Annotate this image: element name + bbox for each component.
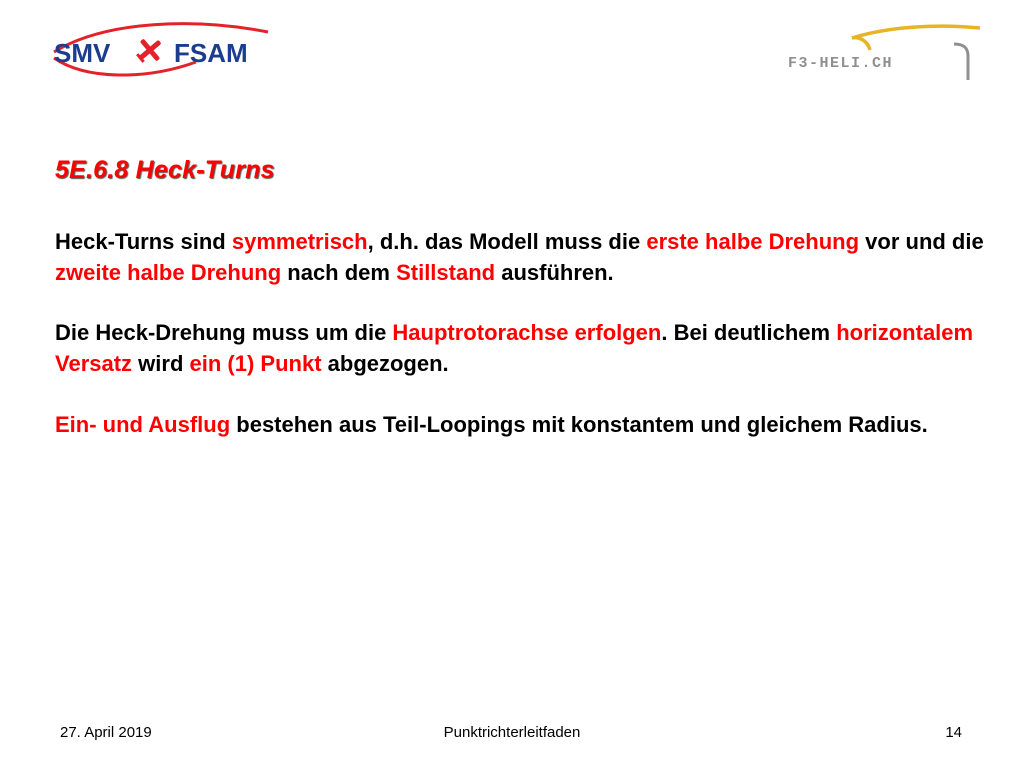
text: bestehen aus Teil-Loopings mit konstantem und gleichem Radius.	[230, 412, 928, 437]
f3-heli-logo	[780, 22, 985, 84]
logo-gray-bracket	[954, 44, 968, 80]
highlight-text: Hauptrotorachse erfolgen	[392, 320, 662, 345]
logo-gold-arc	[852, 38, 870, 50]
highlight-text: Stillstand	[396, 260, 496, 285]
smv-fsam-logo	[46, 22, 276, 82]
paragraph-symmetry	[55, 226, 995, 288]
highlight-text: Ein- und Ausflug	[55, 412, 231, 437]
text: , d.h. das Modell muss die	[367, 229, 647, 254]
text: Die Heck-Drehung muss um die	[55, 320, 393, 345]
text: wird	[132, 351, 190, 376]
logo-f3heli-text: F3-HELI.CH	[788, 55, 894, 72]
logo-smv-text: SMV	[54, 38, 111, 68]
paragraph-rotation-axis	[55, 317, 995, 379]
text: abgezogen.	[321, 351, 449, 376]
footer-date: 27. April 2019	[60, 724, 152, 741]
text: ausführen.	[495, 260, 614, 285]
text: vor und die	[859, 229, 984, 254]
highlight-text: zweite halbe Drehung	[55, 260, 282, 285]
highlight-text: symmetrisch	[231, 229, 368, 254]
footer-title: Punktrichterleitfaden	[443, 724, 581, 741]
logo-fsam-text: FSAM	[174, 38, 248, 68]
logo-gold-swoosh	[852, 26, 980, 38]
text: Heck-Turns sind	[55, 229, 232, 254]
page-number: 14	[945, 724, 962, 741]
paragraph-entry-exit	[55, 409, 995, 440]
airplane-icon	[131, 32, 168, 69]
highlight-text: ein (1) Punkt	[189, 351, 322, 376]
text: . Bei deutlichem	[661, 320, 837, 345]
highlight-text: erste halbe Drehung	[646, 229, 860, 254]
text: nach dem	[281, 260, 397, 285]
highlight-text: horizontalem Versatz	[55, 320, 974, 376]
slide-title: 5E.6.8 Heck-Turns	[55, 156, 275, 184]
